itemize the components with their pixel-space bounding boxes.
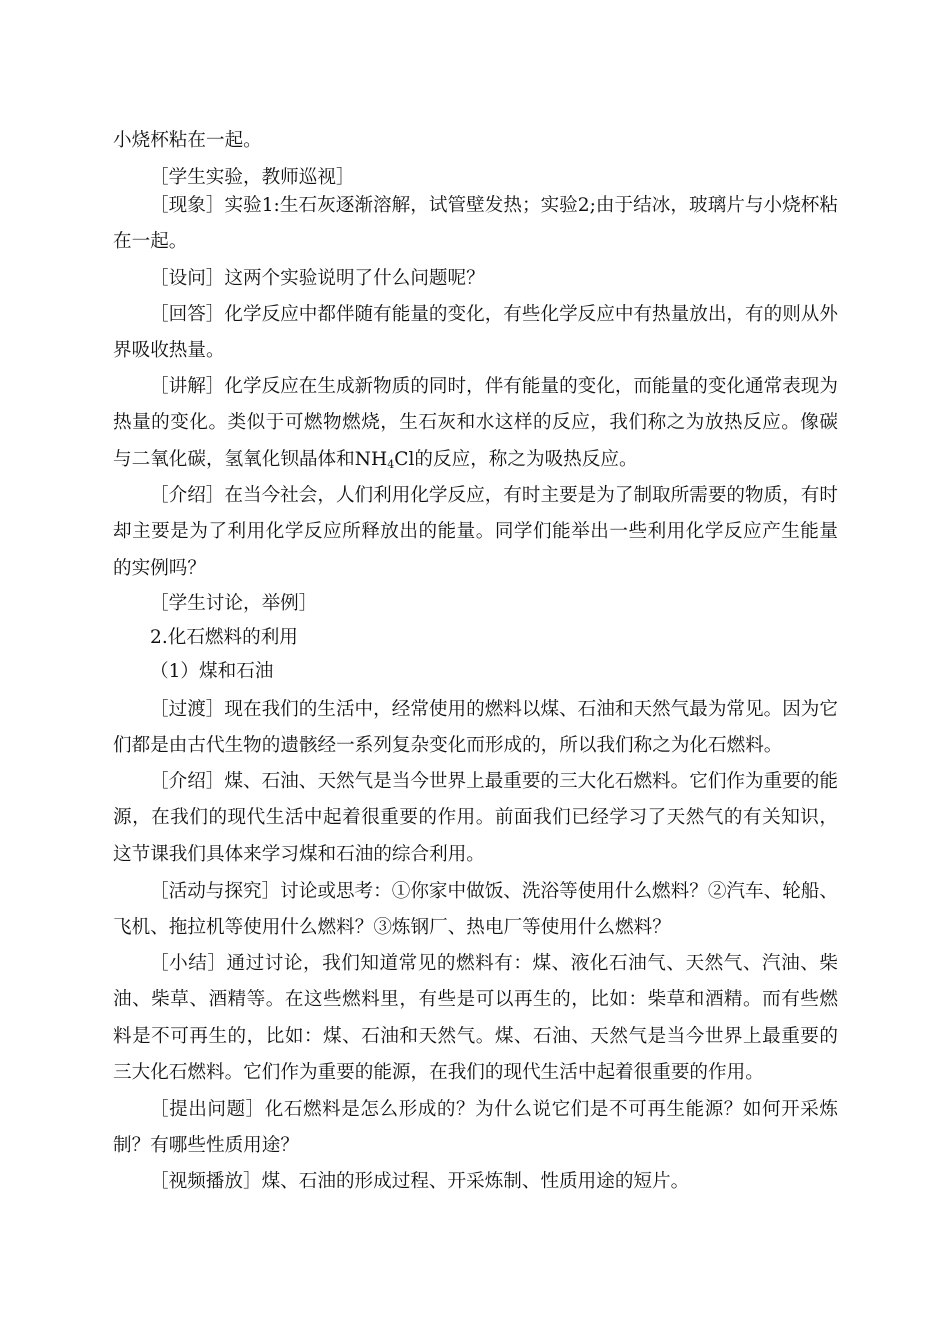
paragraph-introduction-1: ［介绍］在当今社会，人们利用化学反应，有时主要是为了制取所需要的物质，有时却主要是为了利用化学反应所释放出的能量。同学们能举出一些利用化学反应产生能量的实例吗？ xyxy=(113,485,838,579)
explanation-tail: 的反应，称之为吸热反应。 xyxy=(414,448,638,470)
section-heading-fossil-fuels: 2.化石燃料的利用 xyxy=(150,627,298,648)
paragraph-video: ［视频播放］煤、石油的形成过程、开采炼制、性质用途的短片。 xyxy=(150,1171,690,1192)
paragraph-phenomenon: ［现象］实验1:生石灰逐渐溶解，试管壁发热；实验2;由于结冰，玻璃片与小烧杯粘在一起。 xyxy=(113,195,838,253)
paragraph-continuation: 小烧杯粘在一起。 xyxy=(113,130,262,151)
explanation-text: ［讲解］化学反应在生成新物质的同时，伴有能量的变化，而能量的变化通常表现为热量的变化。类似于可燃物燃烧，生石灰和水这样的反应，我们称之为放热反应。像碳与二氧化碳，氢氧化钡晶体和 xyxy=(113,376,838,470)
paragraph-answer: ［回答］化学反应中都伴随有能量的变化，有些化学反应中有热量放出，有的则从外界吸收热量。 xyxy=(113,304,838,362)
paragraph-raise-question: ［提出问题］化石燃料是怎么形成的？为什么说它们是不可再生能源？如何开采炼制？有哪些性质用途？ xyxy=(113,1099,838,1157)
paragraph-summary: ［小结］通过讨论，我们知道常见的燃料有：煤、液化石油气、天然气、汽油、柴油、柴草、酒精等。在这些燃料里，有些是可以再生的，比如：柴草和酒精。而有些燃料是不可再生的，比如：煤、石油和天然气。煤、石油、天然气是当今世界上最重要的三大化石燃料。它们作为重要的能源，在我们的现代生活中起着很重要的作用。 xyxy=(113,953,838,1084)
paragraph-question: ［设问］这两个实验说明了什么问题呢？ xyxy=(150,268,485,289)
formula-nh: NH xyxy=(354,448,388,470)
formula-subscript: 4 xyxy=(387,457,395,471)
paragraph-explanation xyxy=(113,369,838,483)
paragraph-transition: ［过渡］现在我们的生活中，经常使用的燃料以煤、石油和天然气最为常见。因为它们都是由古代生物的遗骸经一系列复杂变化而形成的，所以我们称之为化石燃料。 xyxy=(113,699,838,757)
formula-cl: Cl xyxy=(394,448,415,470)
paragraph-activity: ［活动与探究］讨论或思考：①你家中做饭、洗浴等使用什么燃料？②汽车、轮船、飞机、拖拉机等使用什么燃料？③炼钢厂、热电厂等使用什么燃料？ xyxy=(113,881,838,939)
paragraph-introduction-2: ［介绍］煤、石油、天然气是当今世界上最重要的三大化石燃料。它们作为重要的能源，在我们的现代生活中起着很重要的作用。前面我们已经学习了天然气的有关知识，这节课我们具体来学习煤和石油的综合利用。 xyxy=(113,771,838,865)
paragraph-student-experiment: ［学生实验，教师巡视］ xyxy=(150,167,355,188)
subsection-heading-coal-oil: （1）煤和石油 xyxy=(150,661,274,682)
paragraph-student-discussion: ［学生讨论，举例］ xyxy=(150,593,318,614)
